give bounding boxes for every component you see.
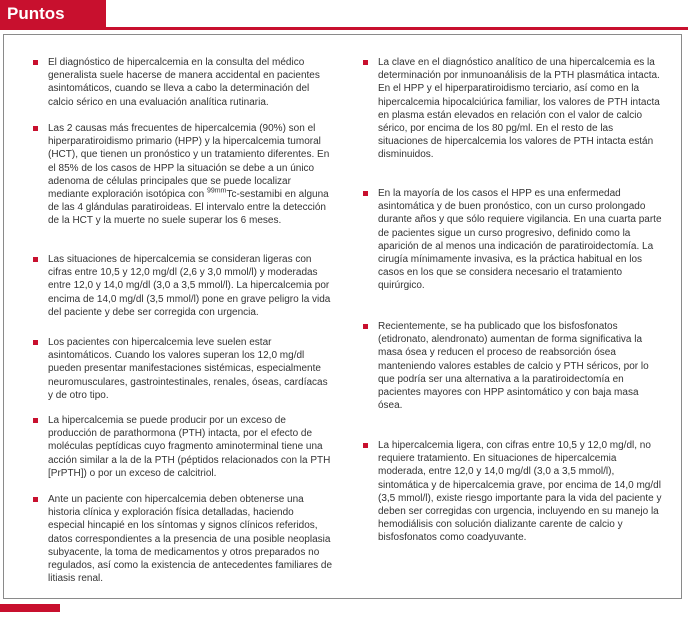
key-point-item <box>363 320 663 412</box>
bullet-square-icon <box>33 60 38 65</box>
key-point-item <box>363 439 663 545</box>
key-point-text: Las 2 causas más frecuentes de hipercalcemia (90%) son el hiperparatiroidismo primario (HPP) y la hipercalcemia tumoral (HCT), que tienen un pronóstico y un tratamiento diferentes. En el 85% de los casos de HPP la situación se debe a un único adenoma de células principales que se puede localizar mediante exploración isotópica con $^{99mm}$Tc-sestamibi en alguna de las 4 glándulas paratiroideas. El intervalo entre la detección de la HCT y la muerte no suele superar los 6 meses. <box>48 123 330 227</box>
key-point-item <box>33 122 333 228</box>
bullet-square-icon <box>363 60 368 65</box>
key-point-text: En la mayoría de los casos el HPP es una enfermedad asintomática y de buen pronóstico, con un curso prolongado durante años y que sólo requiere vigilancia. En una cuarta parte de pacientes sigue un curso progresivo, definido como la aparición de al menos una indicación de paratiroidectomía. La cirugía mínimamente invasiva, es la práctica habitual en los casos en los que se considera necesario el tratamiento quirúrgico. <box>378 188 662 292</box>
footer-accent-bar <box>0 604 60 612</box>
key-point-item <box>33 414 333 480</box>
bullet-square-icon <box>363 191 368 196</box>
bullet-square-icon <box>33 126 38 131</box>
key-point-item <box>33 336 333 402</box>
bullet-square-icon <box>363 443 368 448</box>
key-point-text: La hipercalcemia ligera, con cifras entre 10,5 y 12,0 mg/dl, no requiere tratamiento. En situaciones de hipercalcemia moderada, entre 12,0 y 14,0 mg/dl (3,0 a 3,5 mmol/l), sintomática y de hipercalcemia grave, por encima de 14,0 mg/dl (3,5 mmol/l), existe riesgo importante para la vida del paciente y deben ser corregidas con urgencia, incluyendo en su manejo la hemodiálisis con solución dializante carente de calcio y bisfosfonatos como coadyuvante. <box>378 440 662 544</box>
panel-title: Puntos clave <box>0 0 106 27</box>
bullet-square-icon <box>33 257 38 262</box>
key-point-item <box>33 253 333 319</box>
key-point-item <box>33 56 333 109</box>
title-rule <box>0 27 688 30</box>
bullet-square-icon <box>33 418 38 423</box>
key-point-item <box>33 493 333 585</box>
key-point-text: El diagnóstico de hipercalcemia en la consulta del médico generalista suele hacerse de manera accidental en pacientes asintomáticos, cuando se lleva a cabo la determinación del calcio sérico en una evaluación analítica rutinaria. <box>48 57 320 108</box>
key-point-text: Ante un paciente con hipercalcemia deben obtenerse una historia clínica y exploración física detalladas, haciendo especial hincapié en los síntomas y signos clínicos referidos, datos correspondientes a la presencia de una posible neoplasia subyacente, la toma de medicamentos y otros preparados no regulados, así como la existencia de antecedentes familiares de litiasis renal. <box>48 494 333 585</box>
bullet-square-icon <box>33 340 38 345</box>
bullet-square-icon <box>363 324 368 329</box>
key-point-item <box>363 187 663 293</box>
key-point-text: La clave en el diagnóstico analítico de una hipercalcemia es la determinación por inmunoanálisis de la PTH plasmática intacta. En el HPP y el hiperparatiroidismo terciario, así como en la hipercalcemia hipocalciúrica familiar, los valores de PTH intacta en plasma están elevados en relación con el valor de calcio sérico, por encima de los 80 pg/ml. En el resto de las situaciones de hipercalcemia los valores de PTH intacta están disminuidos. <box>378 57 660 161</box>
key-point-text: La hipercalcemia se puede producir por un exceso de producción de parathormona (PTH) intacta, por el efecto de moléculas peptídicas cuyo fragmento aminoterminal tiene una acción similar a la de la PTH (péptidos relacionados con la PTH [PrPTH]) o por un exceso de calcitriol. <box>48 415 331 479</box>
bullet-square-icon <box>33 497 38 502</box>
key-point-text: Las situaciones de hipercalcemia se consideran ligeras con cifras entre 10,5 y 12,0 mg/dl (2,6 y 3,0 mmol/l) y moderadas entre 12,0 y 14,0 mg/dl (3,0 a 3,5 mmol/l). La hipercalcemia por encima de 14,0 mg/dl (3,5 mmol/l) pone en grave peligro la vida del paciente y debe ser corregida con urgencia. <box>48 254 331 318</box>
key-point-text: Los pacientes con hipercalcemia leve suelen estar asintomáticos. Cuando los valores superan los 12,0 mg/dl pueden presentar manifestaciones sistémicas, especialmente neuromusculares, gastrointestinales, renales, óseas, cardíacas y de otro tipo. <box>48 337 328 401</box>
key-point-item <box>363 56 663 162</box>
key-point-text: Recientemente, se ha publicado que los bisfosfonatos (etidronato, alendronato) aumentan de forma significativa la masa ósea y reducen el proceso de reabsorción ósea manteniendo valores estables de calcio y PTH séricos, por lo que podría ser una alternativa a la paratiroidectomía en pacientes mayores con HPP asintomático y con baja masa ósea. <box>378 321 649 412</box>
